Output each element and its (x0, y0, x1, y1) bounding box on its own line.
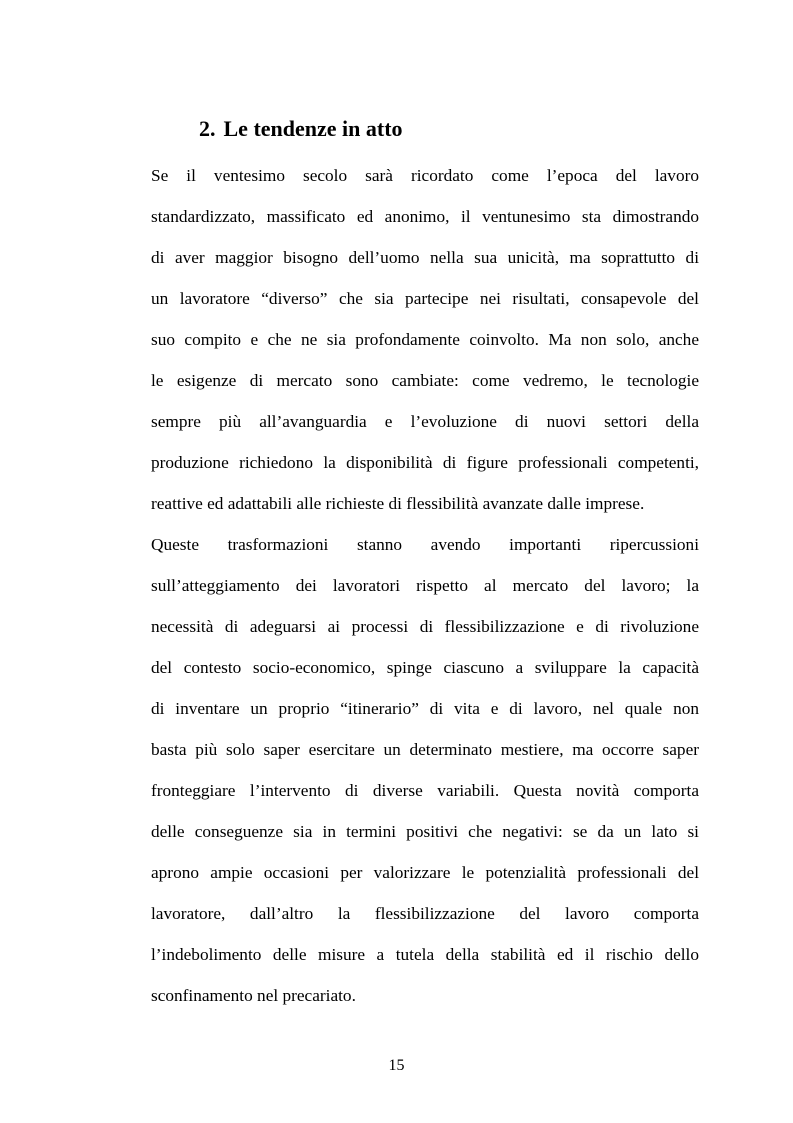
text-line: sull’atteggiamento dei lavoratori rispetto al mercato del lavoro; la (151, 576, 699, 595)
text-line: Se il ventesimo secolo sarà ricordato come l’epoca del lavoro (151, 166, 699, 185)
section-title: Le tendenze in atto (223, 116, 403, 141)
text-line: suo compito e che ne sia profondamente coinvolto. Ma non solo, anche (151, 330, 699, 349)
text-line: di inventare un proprio “itinerario” di vita e di lavoro, nel quale non (151, 699, 699, 718)
text-line: di aver maggior bisogno dell’uomo nella sua unicità, ma soprattutto di (151, 248, 699, 267)
text-line: del contesto socio-economico, spinge ciascuno a sviluppare la capacità (151, 658, 699, 677)
text-line: l’indebolimento delle misure a tutela della stabilità ed il rischio dello (151, 945, 699, 964)
paragraph-2 (151, 532, 699, 1024)
page-number: 15 (388, 1057, 405, 1074)
text-line: reattive ed adattabili alle richieste di flessibilità avanzate dalle imprese. (151, 494, 645, 513)
text-line: aprono ampie occasioni per valorizzare le potenzialità professionali del (151, 863, 699, 882)
text-line: Queste trasformazioni stanno avendo importanti ripercussioni (151, 535, 699, 554)
text-line: standardizzato, massificato ed anonimo, il ventunesimo sta dimostrando (151, 207, 699, 226)
text-line: sconfinamento nel precariato. (151, 986, 356, 1005)
section-heading (199, 113, 403, 145)
text-line: fronteggiare l’intervento di diverse variabili. Questa novità comporta (151, 781, 699, 800)
text-line: lavoratore, dall’altro la flessibilizzazione del lavoro comporta (151, 904, 699, 923)
text-line: sempre più all’avanguardia e l’evoluzione di nuovi settori della (151, 412, 699, 431)
text-line: basta più solo saper esercitare un determinato mestiere, ma occorre saper (151, 740, 699, 759)
section-number: 2. (199, 116, 216, 141)
text-line: delle conseguenze sia in termini positivi che negativi: se da un lato si (151, 822, 699, 841)
text-line: le esigenze di mercato sono cambiate: come vedremo, le tecnologie (151, 371, 699, 390)
text-line: produzione richiedono la disponibilità di figure professionali competenti, (151, 453, 699, 472)
paragraph-1 (151, 163, 699, 532)
text-line: un lavoratore “diverso” che sia partecipe nei risultati, consapevole del (151, 289, 699, 308)
text-line: necessità di adeguarsi ai processi di flessibilizzazione e di rivoluzione (151, 617, 699, 636)
